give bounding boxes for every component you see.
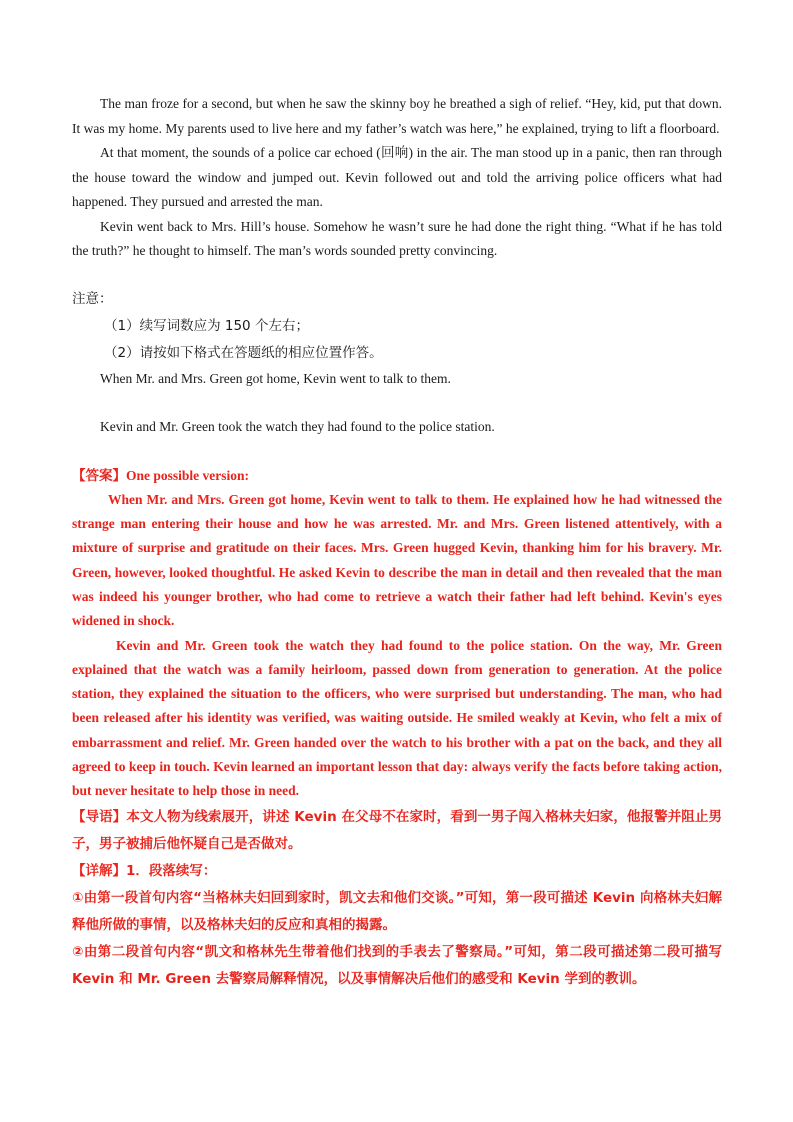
answer-paragraph-1: When Mr. and Mrs. Green got home, Kevin went to talk to them. He explained how he had witnessed the strange man entering their house and how he was arrested. Mr. and Mrs. Green listened attentively, with a mixture of surprise and gratitude on their faces. Mrs. Green hugged Kevin, thanking him for his bravery. Mr. Green, however, looked thoughtful. He asked Kevin to describe the man in detail and then revealed that the man was indeed his younger brother, who had come to retrieve a watch their father had left behind. Kevin's eyes widened in shock. xyxy=(72,491,722,629)
blank-answer-space xyxy=(72,391,722,415)
answer-paragraph-2: Kevin and Mr. Green took the watch they had found to the police station. On the way, Mr. Green explained that the watch was a family heirloom, passed down from generation to generation. At the police station, they explained the situation to the officers, who were surprised but understanding. The man, who had been released after his identity was verified, was waiting outside. He smiled weakly at Kevin, who felt a mix of embarrassment and relief. Mr. Green handed over the watch to his brother with a pat on the back, and they all agreed to keep in touch. Kevin learned an important lesson that day: always verify the facts before taking action, but never hesitate to help those in need. xyxy=(72,637,722,799)
starter-sentence-1: When Mr. and Mrs. Green got home, Kevin went to talk to them. xyxy=(100,370,451,386)
note-item-2: （2）请按如下格式在答题纸的相应位置作答。 xyxy=(104,344,383,361)
notes-title: 注意： xyxy=(72,290,113,307)
starter-sentence-2: Kevin and Mr. Green took the watch they had found to the police station. xyxy=(100,419,495,434)
story-paragraph-2: At that moment, the sounds of a police car echoed (回响) in the air. The man stood up in a panic, then ran through the house toward the window and jumped out. Kevin followed out and told the arriving police officers what had happened. They pursued and arrested the man. xyxy=(72,145,722,209)
detail-point-1: ①由第一段首句内容“当格林夫妇回到家时，凯文去和他们交谈。”可知，第一段可描述 Kevin 向格林夫妇解释他所做的事情，以及格林夫妇的反应和真相的揭露。 xyxy=(72,889,722,933)
answer-label: 【答案】One possible version: xyxy=(72,467,250,483)
story-paragraph-1: The man froze for a second, but when he saw the skinny boy he breathed a sigh of relief. “Hey, kid, put that down. It was my home. My parents used to live here and my father’s watch was here,” he explained, trying to lift a floorboard. xyxy=(72,96,722,136)
story-paragraph-3: Kevin went back to Mrs. Hill’s house. Somehow he wasn’t sure he had done the right thing. “What if he has told the truth?” he thought to himself. The man’s words sounded pretty convincing. xyxy=(72,218,722,258)
detail-point-2: ②由第二段首句内容“凯文和格林先生带着他们找到的手表去了警察局。”可知，第二段可描述第二段可描写 Kevin 和 Mr. Green 去警察局解释情况，以及事情解决后他们的感受和 Kevin 学到的教训。 xyxy=(72,943,722,987)
detail-title: 【详解】1．段落续写： xyxy=(72,862,217,879)
document-content xyxy=(72,92,722,993)
answer-section xyxy=(72,464,722,804)
note-item-1: （1）续写词数应为 150 个左右； xyxy=(104,317,309,334)
guide-text: 【导语】本文人物为线索展开，讲述 Kevin 在父母不在家时，看到一男子闯入格林夫妇家，他报警并阻止男子，男子被捕后他怀疑自己是否做对。 xyxy=(72,808,722,852)
